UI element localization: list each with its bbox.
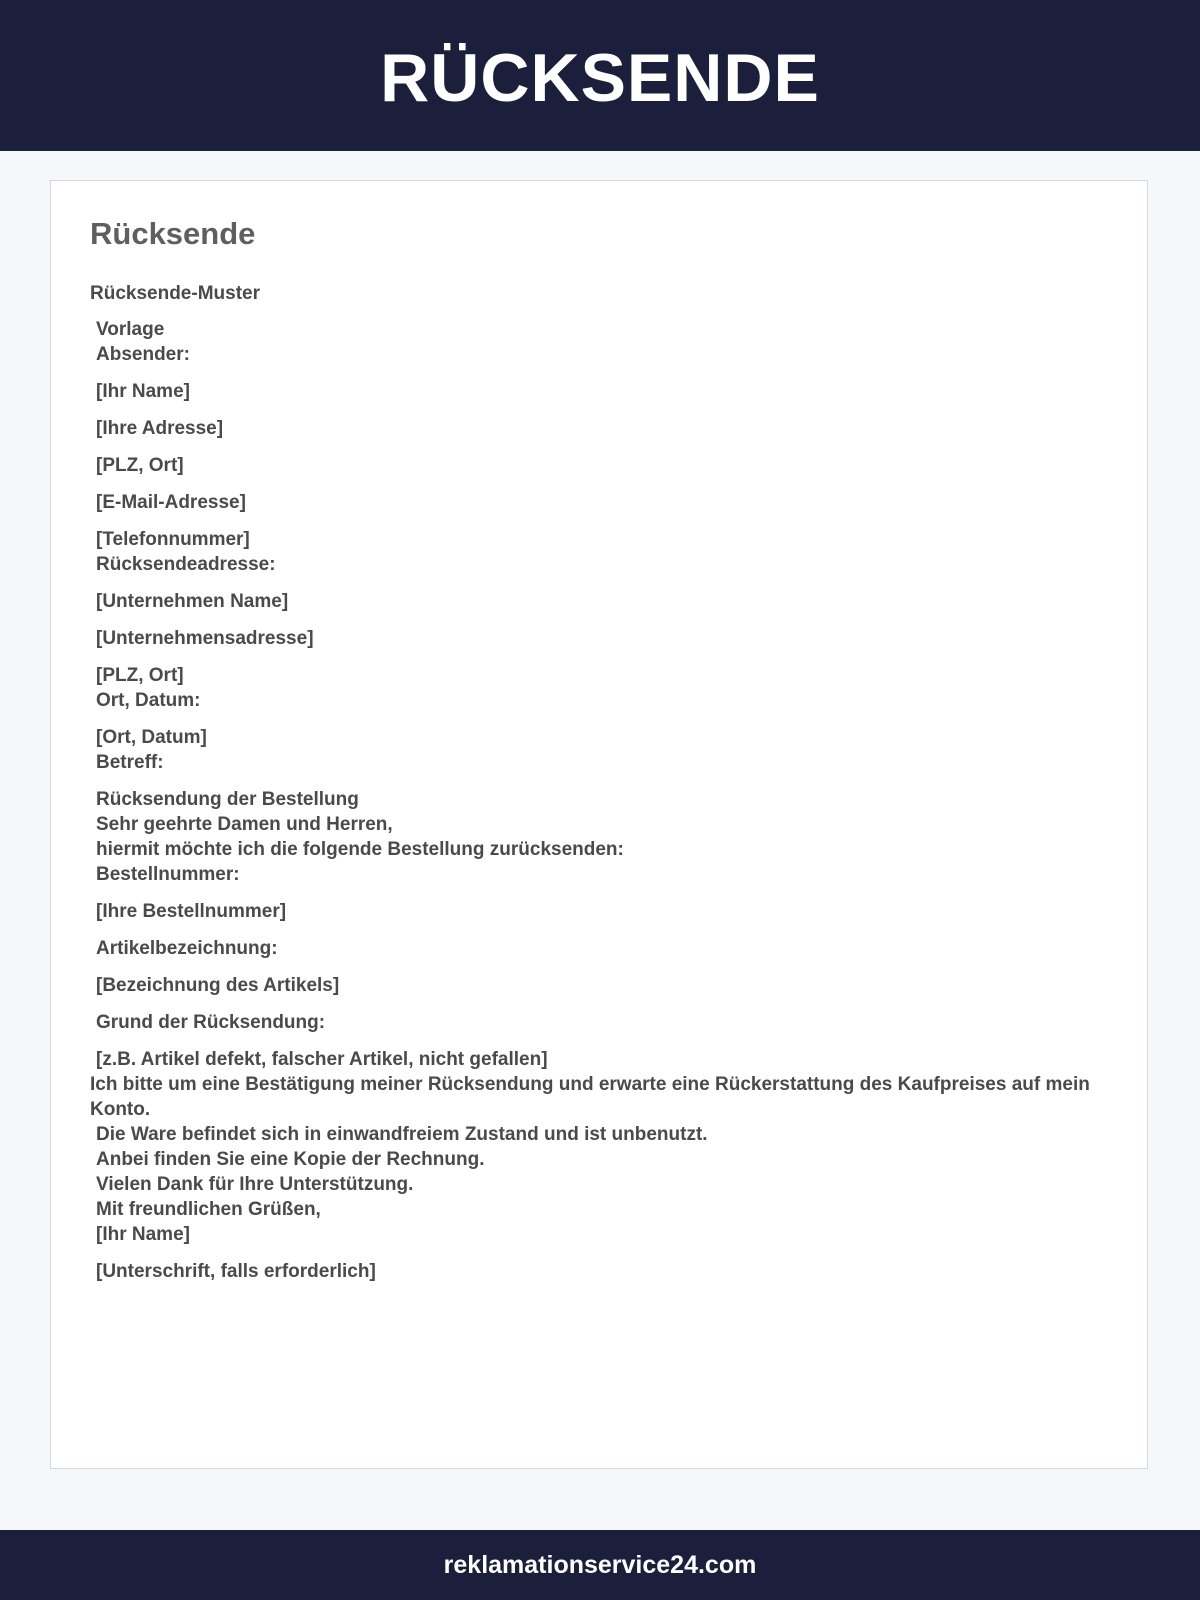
footer-website[interactable]: reklamationservice24.com [443,1550,757,1579]
condition-statement: Die Ware befindet sich in einwandfreiem Zustand und ist unbenutzt. [96,1124,708,1145]
article-label: Artikelbezeichnung: [96,938,278,959]
company-zip-city: [PLZ, Ort] [96,665,184,686]
thanks: Vielen Dank für Ihre Unterstützung. [96,1174,414,1195]
sender-zip-city: [PLZ, Ort] [96,455,184,476]
absender-label: Absender: [96,344,190,365]
intro: hiermit möchte ich die folgende Bestellung zurücksenden: [96,839,624,860]
document-subtitle: Rücksende-Muster [90,283,260,304]
sender-phone: [Telefonnummer] [96,529,250,550]
document-body [90,281,1100,1284]
subject: Rücksendung der Bestellung [96,789,359,810]
signature-name: [Ihr Name] [96,1224,190,1245]
reason: [z.B. Artikel defekt, falscher Artikel, nicht gefallen] [96,1049,548,1070]
company-address: [Unternehmensadresse] [96,628,314,649]
document-card [50,180,1148,1469]
article: [Bezeichnung des Artikels] [96,975,340,996]
closing: Mit freundlichen Grüßen, [96,1199,321,1220]
request-paragraph: Ich bitte um eine Bestätigung meiner Rücksendung und erwarte eine Rückerstattung des Kaufpreises auf mein Konto. [90,1074,1090,1120]
header-title: RÜCKSENDE [380,39,820,116]
place-date: [Ort, Datum] [96,727,207,748]
reason-label: Grund der Rücksendung: [96,1012,326,1033]
attachment-note: Anbei finden Sie eine Kopie der Rechnung. [96,1149,485,1170]
return-address-label: Rücksendeadresse: [96,554,276,575]
order-number-label: Bestellnummer: [96,864,240,885]
company-name: [Unternehmen Name] [96,591,289,612]
order-number: [Ihre Bestellnummer] [96,901,287,922]
sender-email: [E-Mail-Adresse] [96,492,246,513]
document-title: Rücksende [90,216,256,251]
line-vorlage: Vorlage [96,319,165,340]
place-date-label: Ort, Datum: [96,690,201,711]
signature: [Unterschrift, falls erforderlich] [96,1261,376,1282]
page-header [0,0,1200,151]
page-footer [0,1530,1200,1600]
salutation: Sehr geehrte Damen und Herren, [96,814,393,835]
subject-label: Betreff: [96,752,164,773]
sender-name: [Ihr Name] [96,381,190,402]
sender-address: [Ihre Adresse] [96,418,224,439]
